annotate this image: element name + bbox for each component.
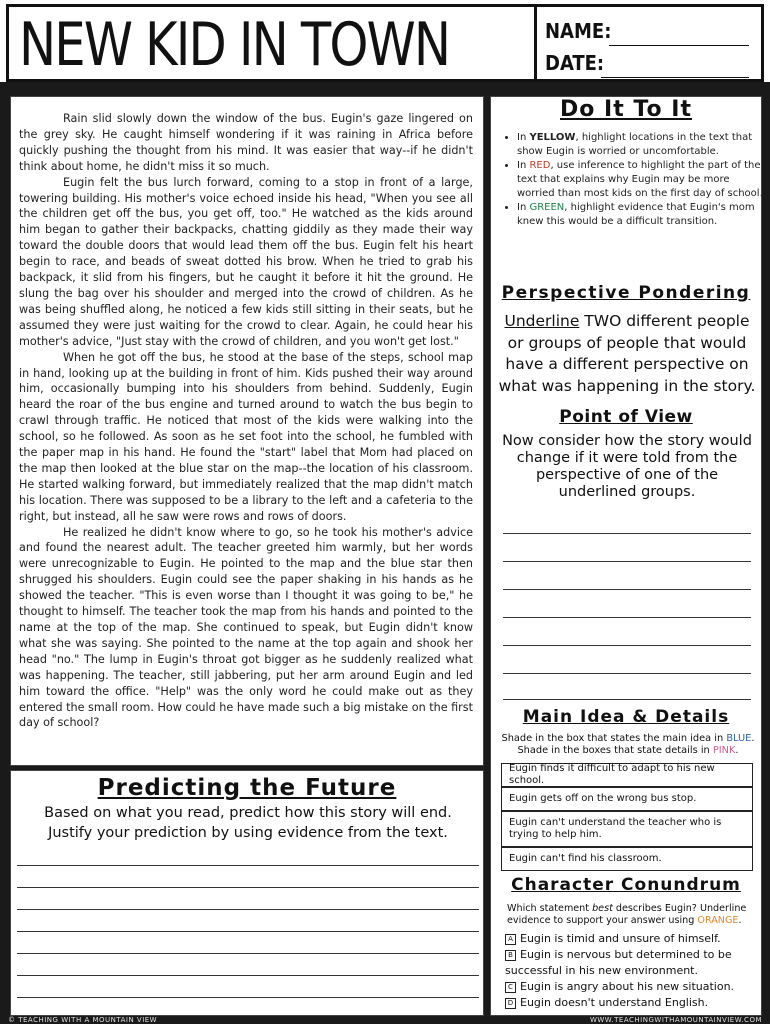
story-paragraph: Rain slid slowly down the window of the bus. Eugin's gaze lingered on the grey sky. He caught himself wondering if it was raining in Africa before quickly pushing the thought from his mind. It was easier that way--if he didn't think about home, he didn't miss it so much. [19,112,473,173]
answer-option[interactable]: C Eugin is angry about his new situation. [505,979,755,995]
list-item: • In YELLOW, highlight locations in the text that show Eugin is worried or uncomfortable. [517,131,765,159]
writing-line[interactable] [17,931,479,932]
writing-line[interactable] [17,909,479,910]
header-divider [534,7,537,79]
predict-title: Predicting the Future [97,775,397,801]
story-paragraph: When he got off the bus, he stood at the base of the steps, school map in hand, looking up at the building in front of him. Kids pushed their way around him, occasionally bumping into his shoulders from behind. Suddenly, Eugin heard the roar of the bus engine and turned around to watch the bus begin to crawl through traffic. He noticed that most of the kids were walking into the school, so he followed. As soon as he set foot into the school, he fumbled with the paper map in his hand. He found the "start" label that Mom had placed on the map then looked at the blue star on the map--the location of his classroom. He started walking forward, but immediately realized that the map didn't match his location. There was supposed to be a library to the left and a cafeteria to the right, but instead, all he saw were rows and rows of doors. [19,350,473,523]
writing-line[interactable] [503,561,751,562]
name-label: NAME: [545,19,612,43]
footer-copyright: © TEACHING WITH A MOUNTAIN VIEW [8,1016,158,1024]
writing-line[interactable] [503,699,751,700]
detail-box[interactable]: Eugin can't find his classroom. [501,847,753,871]
writing-line[interactable] [17,975,479,976]
point-of-view-title: Point of View [559,407,693,427]
option-letter-box: C [505,982,516,993]
writing-line[interactable] [17,887,479,888]
character-title: Character Conundrum [511,875,741,895]
writing-line[interactable] [503,589,751,590]
footer-website: WWW.TEACHINGWITHAMOUNTAINVIEW.COM [589,1016,762,1024]
main-idea-box[interactable]: Eugin finds it difficult to adapt to his new school. [501,763,753,787]
perspective-instructions: Underline TWO different people or groups of people that would have a different perspective on what was happening in the story. [498,312,756,395]
option-letter-box: D [505,998,516,1009]
story-passage [10,96,484,766]
date-label: DATE: [545,51,605,75]
name-field[interactable] [609,45,749,46]
writing-line[interactable] [503,645,751,646]
main-idea-instructions: Shade in the box that states the main idea in BLUE. Shade in the boxes that state details in PINK. [501,733,755,756]
writing-line[interactable] [17,953,479,954]
main-idea-title: Main Idea & Details [522,707,730,727]
predict-section [10,770,484,1016]
story-paragraph: Eugin felt the bus lurch forward, coming to a stop in front of a large, towering building. His mother's voice echoed inside his head, "When you see all the children get off the bus, you get off, too." He watched as the kids around him began to gather their backpacks, chatting giddily as they made their way toward the double doors that would lead them off the bus. Eugin felt his heart begin to race, and beads of sweat dotted his brow. When he tried to grab his backpack, it slid from his fingers, but he caught it before it hit the ground. He slung the bag over his shoulder and merged into the crowd of children. As he was being shuffled along, he noticed a few kids still sitting in their seats, but he assumed they were just waiting for the crowd to clear. Again, he could hear his mother's advice, "Just stay with the crowd of children, and you won't get lost." [19,175,473,348]
writing-line[interactable] [503,617,751,618]
answer-option[interactable]: A Eugin is timid and unsure of himself. [505,931,755,947]
list-item: • In RED, use inference to highlight the part of the text that explains why Eugin may be more worried than most kids on the first day of school. [517,159,765,201]
activities-column [490,96,762,1016]
character-question: Which statement best describes Eugin? Underline evidence to support your answer using ORANGE. [507,903,747,926]
character-options [505,931,755,1011]
perspective-title: Perspective Pondering [501,283,751,303]
do-it-list [503,131,765,229]
answer-option[interactable]: D Eugin doesn't understand English. [505,995,755,1011]
date-field[interactable] [601,77,749,78]
worksheet-header [6,4,764,82]
answer-option[interactable]: B Eugin is nervous but determined to be successful in his new environment. [505,948,732,977]
point-of-view-instructions: Now consider how the story would change if it were told from the perspective of one of the underlined groups. [502,433,752,500]
list-item: • In GREEN, highlight evidence that Eugin's mom knew this would be a difficult transition. [517,201,765,229]
page-title: NEW KID IN TOWN [19,10,450,80]
writing-line[interactable] [17,997,479,998]
do-it-title: Do It To It [560,97,692,122]
writing-line[interactable] [17,865,479,866]
story-paragraph: He realized he didn't know where to go, so he took his mother's advice and found the nearest adult. The teacher greeted him warmly, but her words were unrecognizable to Eugin. He pointed to the map and the blue star then shrugged his shoulders. Eugin could see the paper shaking in his hands as he showed the teacher. "This is even worse than I thought it was going to be," he thought to himself. The teacher took the map from his hands and pointed to the name at the top of the map. She continued to speak, but Eugin didn't know what she was saying. She pointed to the name at the top again and shook her head "no." The lump in Eugin's throat got bigger as he suddenly realized what was happening. The teacher, still jabbering, put her arm around Eugin and led him toward the office. "Help" was the only word he could make out as they entered the small room. How could he have made such a big mistake on the first day of school? [19,525,473,730]
detail-box[interactable]: Eugin can't understand the teacher who is trying to help him. [501,811,753,847]
option-letter-box: A [505,934,516,945]
option-letter-box: B [505,950,516,961]
writing-line[interactable] [503,533,751,534]
detail-box[interactable]: Eugin gets off on the wrong bus stop. [501,787,753,811]
predict-instructions: Based on what you read, predict how this story will end. Justify your prediction by using evidence from the text. [44,805,452,841]
writing-line[interactable] [503,673,751,674]
